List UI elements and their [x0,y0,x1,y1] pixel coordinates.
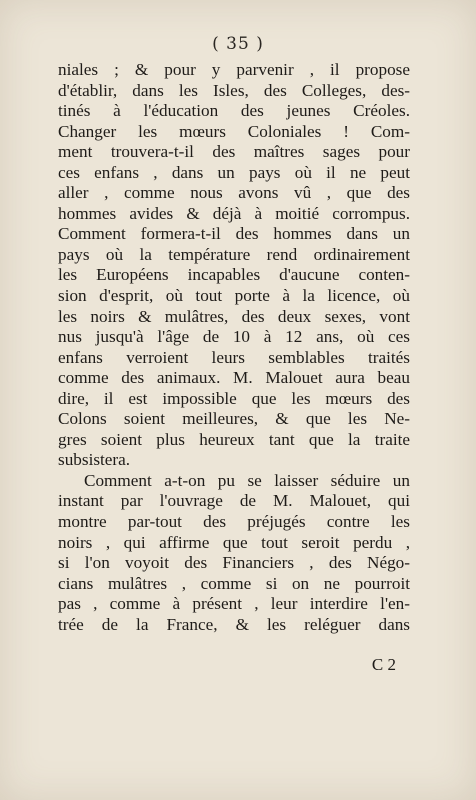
text-line: d'établir, dans les Isles, des Colleges, des- [58,80,410,100]
text-line: les Européens incapables d'aucune conten- [58,265,410,285]
text-line: niales ; & pour y parvenir , il propose [58,60,410,79]
text-line: ces enfans , dans un pays où il ne peut [58,162,410,182]
text-line: noirs , qui affirme que tout seroit perdu , [58,532,410,552]
text-line: pas , comme à présent , leur interdire l'en- [58,594,410,614]
text-line: sion d'esprit, où tout porte à la licence, où [58,286,410,306]
text-line: aller , comme nous avons vû , que des [58,183,410,203]
text-line: ment trouvera-t-il des maîtres sages pour [58,142,410,162]
text-line: dire, il est impossible que les mœurs des [58,388,410,408]
paragraph-start-line: Comment a-t-on pu se laisser séduire un [84,470,410,490]
paragraph-end-line: subsistera. [58,450,131,470]
text-line: tinés à l'éducation des jeunes Créoles. [58,101,410,121]
text-line: Colons soient meilleures, & que les Ne- [58,409,410,429]
page-number: ( 35 ) [212,34,264,54]
text-line: gres soient plus heureux tant que la traite [58,429,410,449]
signature-mark: C 2 [371,655,396,674]
text-line: pays où la température rend ordinairement [58,244,410,264]
text-line: hommes avides & déjà à moitié corrompus. [58,203,410,223]
text-line: comme des animaux. M. Malouet aura beau [58,368,410,388]
text-line: nus jusqu'à l'âge de 10 à 12 ans, où ces [58,327,410,347]
body-text [58,60,410,635]
text-line: instant par l'ouvrage de M. Malouet, qui [58,491,410,511]
text-line: Changer les mœurs Coloniales ! Com- [58,121,410,141]
text-line: montre par-tout des préjugés contre les [58,512,410,532]
text-line: trée de la France, & les reléguer dans [58,614,410,634]
text-line: si l'on voyoit des Financiers , des Négo- [58,553,410,573]
text-line: Comment formera-t-il des hommes dans un [58,224,410,244]
text-line: les noirs & mulâtres, des deux sexes, vont [58,306,410,326]
text-line: cians mulâtres , comme si on ne pourroit [58,573,410,593]
text-line: enfans verroient leurs semblables traités [58,347,410,367]
